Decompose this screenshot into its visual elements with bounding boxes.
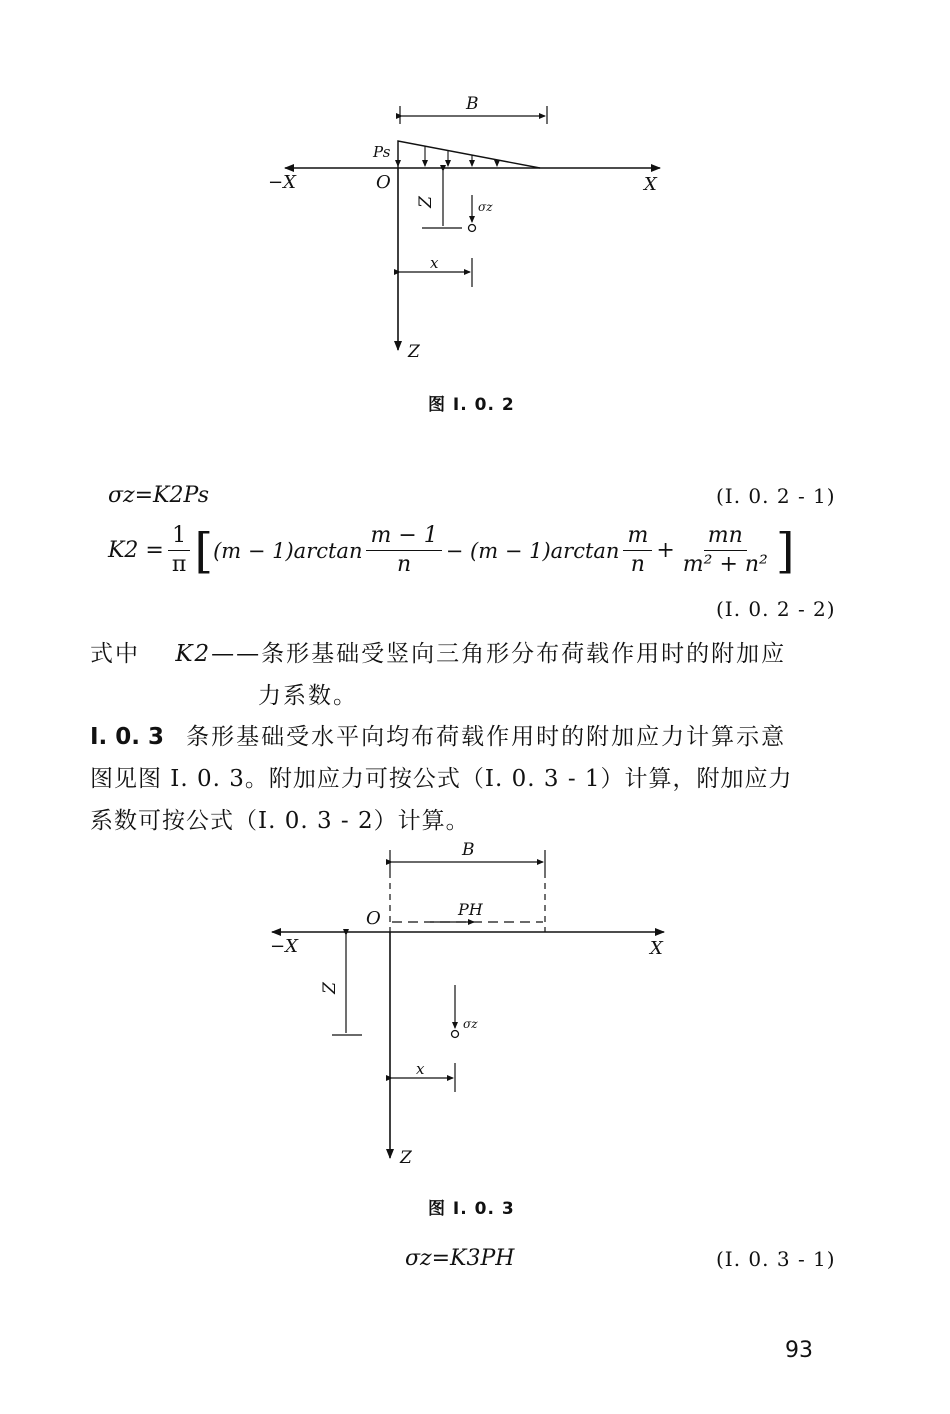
where-prefix: 式中 <box>90 641 140 667</box>
fraction-m-over-n <box>623 522 652 579</box>
eq3-rhs: =K3PH <box>431 1246 515 1271</box>
right-bracket: ] <box>775 522 795 579</box>
label-z-depth: Z <box>319 982 340 994</box>
denominator: m² + n² <box>682 552 768 577</box>
section-line-1 <box>90 716 850 758</box>
section-line-3: 系数可按公式（I. 0. 3 - 2）计算。 <box>90 808 470 834</box>
label-x-dim: x <box>430 254 439 272</box>
label-B: B <box>466 94 479 114</box>
denominator: π <box>171 552 187 577</box>
figure-I-0-2-diagram <box>0 0 950 380</box>
figure-I-0-3 <box>0 830 950 1230</box>
label-neg-x: −X <box>270 936 298 957</box>
equation-I-0-2-1 <box>108 483 209 508</box>
numerator: m <box>623 522 652 551</box>
numerator: 1 <box>168 522 190 551</box>
fraction-mn-over-m2-n2 <box>679 522 772 579</box>
label-x-axis: X <box>650 938 663 959</box>
label-origin: O <box>376 172 391 193</box>
where-line-2: 力系数。 <box>258 683 358 709</box>
denominator: n <box>397 552 412 577</box>
label-z-depth: Z <box>415 196 436 208</box>
eq1-lhs: σz <box>108 483 135 508</box>
section-line-2: 图见图 I. 0. 3。附加应力可按公式（I. 0. 3 - 1）计算，附加应力 <box>90 766 793 792</box>
figure-caption: 图 I. 0. 3 <box>428 1199 515 1219</box>
eq2-term2: − (m − 1)arctan <box>445 538 620 563</box>
figure-I-0-3-diagram <box>0 830 950 1190</box>
eq1-rhs: =K2Ps <box>134 483 209 508</box>
plus-sign: + <box>656 538 675 563</box>
numerator: m − 1 <box>366 522 441 551</box>
label-neg-x: −X <box>268 172 296 193</box>
label-Ps: Ps <box>373 143 391 161</box>
label-z-axis: Z <box>400 1148 412 1168</box>
label-sigma-z: σz <box>478 200 493 214</box>
section-text-1: 条形基础受水平向均布荷载作用时的附加应力计算示意 <box>186 724 787 750</box>
fraction-one-over-pi <box>168 522 190 579</box>
eq2-lhs: K2 = <box>108 538 164 563</box>
where-line-1 <box>90 633 850 675</box>
label-B: B <box>462 840 475 860</box>
figure-I-0-2 <box>0 0 950 415</box>
where-symbol: K2 <box>175 641 212 667</box>
eq2-term1: (m − 1)arctan <box>213 538 363 563</box>
denominator: n <box>630 552 645 577</box>
numerator: mn <box>704 522 747 551</box>
equation-I-0-3-1 <box>405 1246 514 1271</box>
label-x-axis: X <box>644 174 657 195</box>
fraction-m-minus-1-over-n <box>366 522 441 579</box>
page-number: 93 <box>785 1338 813 1363</box>
label-z-axis: Z <box>408 342 420 362</box>
where-description: ——条形基础受竖向三角形分布荷载作用时的附加应 <box>211 641 787 667</box>
where-clause <box>90 633 850 717</box>
section-I-0-3 <box>90 716 850 842</box>
equation-number: (I. 0. 3 - 1) <box>716 1247 836 1271</box>
left-bracket: [ <box>194 522 214 579</box>
equation-I-0-2-2 <box>108 522 795 579</box>
equation-number: (I. 0. 2 - 2) <box>716 597 836 621</box>
label-PH: PH <box>458 900 483 919</box>
label-sigma-z: σz <box>463 1017 478 1031</box>
eq3-lhs: σz <box>405 1246 432 1271</box>
label-origin: O <box>366 908 381 929</box>
label-x-dim: x <box>416 1060 425 1078</box>
equation-number: (I. 0. 2 - 1) <box>716 484 836 508</box>
figure-caption: 图 I. 0. 2 <box>428 395 515 415</box>
section-number: I. 0. 3 <box>90 724 165 750</box>
